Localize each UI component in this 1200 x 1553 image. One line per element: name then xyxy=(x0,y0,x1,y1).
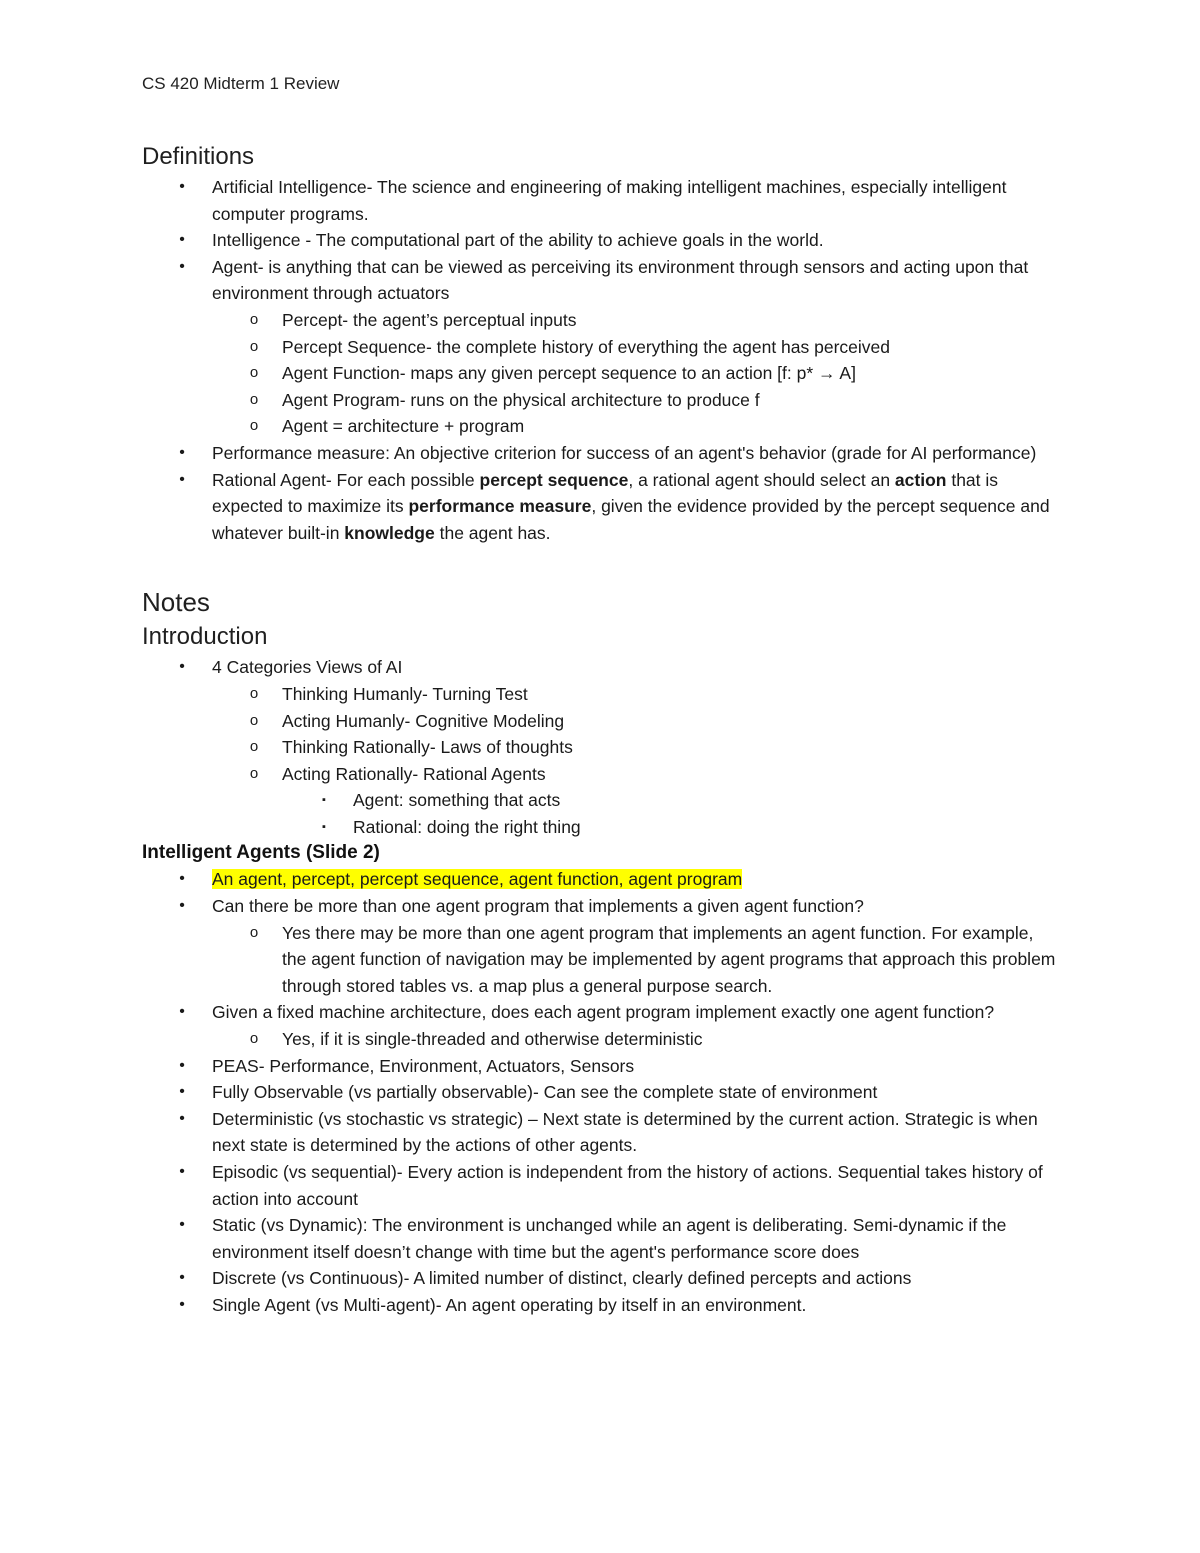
definitions-list xyxy=(142,174,1062,546)
bullet-icon: • xyxy=(179,1269,185,1287)
answer-item: o Yes there may be more than one agent program that implements an agent function. For example, the agent function of navigation may be implemented by agent programs that approach this problem through stored tables vs. a map plus a general purpose search. xyxy=(142,920,1062,1000)
definition-agent-sub: o Agent = architecture + program xyxy=(142,413,1062,440)
highlighted-text: An agent, percept, percept sequence, agent function, agent program xyxy=(212,869,743,890)
page-header: CS 420 Midterm 1 Review xyxy=(142,74,340,93)
bullet-icon: • xyxy=(179,257,185,275)
list-item: • PEAS- Performance, Environment, Actuators, Sensors xyxy=(142,1053,1062,1080)
bullet-icon: • xyxy=(179,1295,185,1313)
introduction-heading: Introduction xyxy=(142,623,268,651)
circle-bullet-icon: o xyxy=(249,738,259,756)
definition-agent: • Agent- is anything that can be viewed as perceiving its environment through sensors and acting upon that environment through actuators xyxy=(142,254,1062,307)
circle-bullet-icon: o xyxy=(249,764,259,782)
definitions-heading: Definitions xyxy=(142,143,255,170)
intro-subsub-item: ▪ Rational: doing the right thing xyxy=(142,814,1062,841)
bullet-icon: • xyxy=(179,1216,185,1234)
definition-ai: • Artificial Intelligence- The science and engineering of making intelligent machines, especially intelligent computer programs. xyxy=(142,174,1062,227)
intro-item: • 4 Categories Views of AI xyxy=(142,654,1062,681)
intelligent-agents-heading: Intelligent Agents (Slide 2) xyxy=(142,842,380,864)
list-item: • Episodic (vs sequential)- Every action is independent from the history of actions. Sequential takes history of action into account xyxy=(142,1159,1062,1212)
square-bullet-icon: ▪ xyxy=(322,794,326,807)
question-item: • Can there be more than one agent program that implements a given agent function? xyxy=(142,893,1062,920)
intro-sub-item: o Thinking Humanly- Turning Test xyxy=(142,681,1062,708)
bullet-icon: • xyxy=(179,1056,185,1074)
circle-bullet-icon: o xyxy=(249,417,259,435)
definition-agent-sub: o Agent Program- runs on the physical architecture to produce f xyxy=(142,387,1062,414)
bullet-icon: • xyxy=(179,658,185,676)
definition-intelligence: • Intelligence - The computational part of the ability to achieve goals in the world. xyxy=(142,227,1062,254)
intro-sub-item: o Thinking Rationally- Laws of thoughts xyxy=(142,734,1062,761)
intro-sub-item: o Acting Humanly- Cognitive Modeling xyxy=(142,708,1062,735)
definition-agent-sub: o Percept- the agent’s perceptual inputs xyxy=(142,307,1062,334)
definition-performance: • Performance measure: An objective criterion for success of an agent's behavior (grade for AI performance) xyxy=(142,440,1062,467)
list-item: • Deterministic (vs stochastic vs strategic) – Next state is determined by the current action. Strategic is when next state is determined by the actions of other agents. xyxy=(142,1106,1062,1159)
list-item: • Single Agent (vs Multi-agent)- An agent operating by itself in an environment. xyxy=(142,1292,1062,1319)
definition-agent-sub: o Agent Function- maps any given percept sequence to an action [f: p* → A] xyxy=(142,360,1062,387)
highlighted-item xyxy=(142,866,1062,893)
bullet-icon: • xyxy=(179,897,185,915)
bullet-icon: • xyxy=(179,231,185,249)
bullet-icon: • xyxy=(179,1083,185,1101)
square-bullet-icon: ▪ xyxy=(322,820,326,833)
definition-rational-agent: • Rational Agent- For each possible percept sequence, a rational agent should select an action that is expected to maximize its performance measure, given the evidence provided by the percept sequence and whatever built-in knowledge the agent has. xyxy=(142,467,1062,547)
answer-item: o Yes, if it is single-threaded and otherwise deterministic xyxy=(142,1026,1062,1053)
circle-bullet-icon: o xyxy=(249,1030,259,1048)
bullet-icon: • xyxy=(179,178,185,195)
list-item: • Discrete (vs Continuous)- A limited number of distinct, clearly defined percepts and actions xyxy=(142,1265,1062,1292)
intro-sub-item: o Acting Rationally- Rational Agents xyxy=(142,761,1062,788)
bullet-icon: • xyxy=(179,870,185,888)
document-body xyxy=(142,140,1062,1319)
circle-bullet-icon: o xyxy=(249,923,259,941)
circle-bullet-icon: o xyxy=(249,684,259,702)
intro-subsub-item: ▪ Agent: something that acts xyxy=(142,787,1062,814)
intelligent-agents-list xyxy=(142,866,1062,1318)
bullet-icon: • xyxy=(179,1109,185,1127)
notes-heading: Notes xyxy=(142,587,210,618)
circle-bullet-icon: o xyxy=(249,337,259,355)
circle-bullet-icon: o xyxy=(249,364,259,382)
question-item: • Given a fixed machine architecture, does each agent program implement exactly one agent function? xyxy=(142,999,1062,1026)
list-item: • Fully Observable (vs partially observable)- Can see the complete state of environment xyxy=(142,1079,1062,1106)
bullet-icon: • xyxy=(179,1003,185,1021)
circle-bullet-icon: o xyxy=(249,390,259,408)
circle-bullet-icon: o xyxy=(249,310,259,328)
definition-agent-sub: o Percept Sequence- the complete history of everything the agent has perceived xyxy=(142,334,1062,361)
list-item: • Static (vs Dynamic): The environment is unchanged while an agent is deliberating. Semi-dynamic if the environment itself doesn’t change with time but the agent's performance score does xyxy=(142,1212,1062,1265)
bullet-icon: • xyxy=(179,470,185,488)
circle-bullet-icon: o xyxy=(249,711,259,729)
bullet-icon: • xyxy=(179,1163,185,1180)
bullet-icon: • xyxy=(179,443,185,461)
introduction-list xyxy=(142,654,1062,840)
